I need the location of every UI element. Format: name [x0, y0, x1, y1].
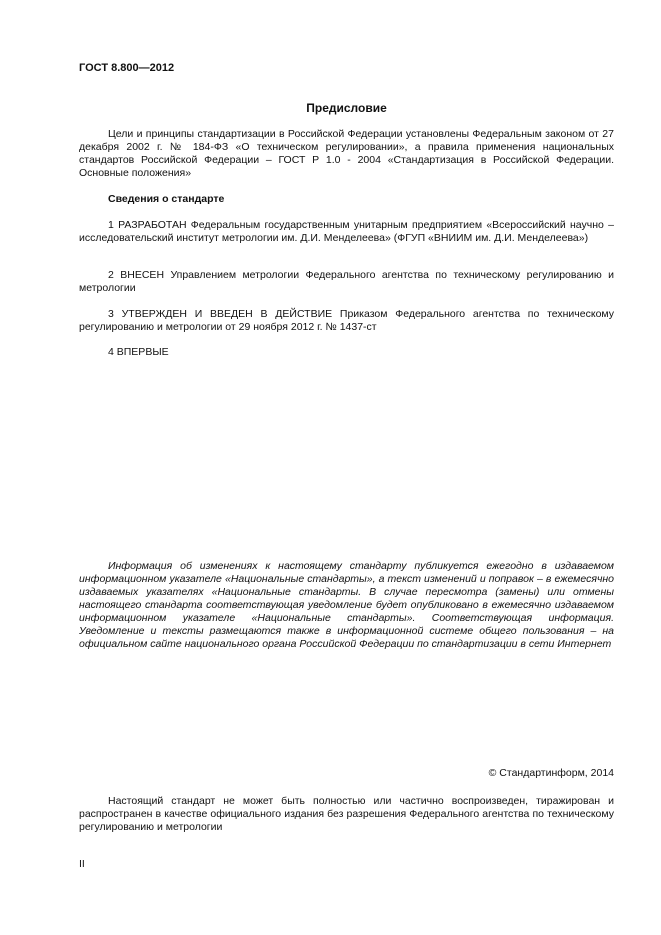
item-first-time: 4 ВПЕРВЫЕ	[108, 346, 169, 358]
reproduction-notice: Настоящий стандарт не может быть полностью или частично воспроизведен, тиражирован и распространен в качестве официального издания без разрешения Федерального агентства по техническому регулированию и метрологии	[79, 795, 614, 833]
item-approved: 3 УТВЕРЖДЕН И ВВЕДЕН В ДЕЙСТВИЕ Приказом Федерального агентства по техническому регулированию и метрологии от 29 ноября 2012 г. № 1437-ст	[79, 308, 614, 333]
changes-notice: Информация об изменениях к настоящему стандарту публикуется ежегодно в издаваемом информационном указателе «Национальные стандарты», а текст изменений и поправок – в ежемесячно издаваемых указателях «Национальные стандарты. В случае пересмотра (замены) или отмены настоящего стандарта соответствующая уведомление будет опубликовано в ежемесячно издаваемом информационном указателе «Национальные стандарты». Соответствующая информация. Уведомление и тексты размещаются также в информационной системе общего пользования – на официальном сайте национального органа Российской Федерации по стандартизации в сети Интернет	[79, 560, 614, 650]
item-developed: 1 РАЗРАБОТАН Федеральным государственным унитарным предприятием «Всероссийский научно – исследовательский институт метрологии им. Д.И. Менделеева» (ФГУП «ВНИИМ им. Д.И. Менделеева»)	[79, 219, 614, 244]
about-standard-heading: Сведения о стандарте	[108, 193, 225, 205]
copyright: © Стандартинформ, 2014	[488, 767, 614, 779]
item-introduced: 2 ВНЕСЕН Управлением метрологии Федерального агентства по техническому регулированию и метрологии	[79, 269, 614, 294]
foreword-intro: Цели и принципы стандартизации в Российской Федерации установлены Федеральным законом от 27 декабря 2002 г. № 184-ФЗ «О техническом регулировании», а правила применения национальных стандартов Российской Федерации – ГОСТ Р 1.0 - 2004 «Стандартизация в Российской Федерации. Основные положения»	[79, 128, 614, 179]
page-number: II	[79, 858, 85, 870]
foreword-title: Предисловие	[306, 101, 387, 115]
standard-code: ГОСТ 8.800—2012	[79, 62, 175, 74]
